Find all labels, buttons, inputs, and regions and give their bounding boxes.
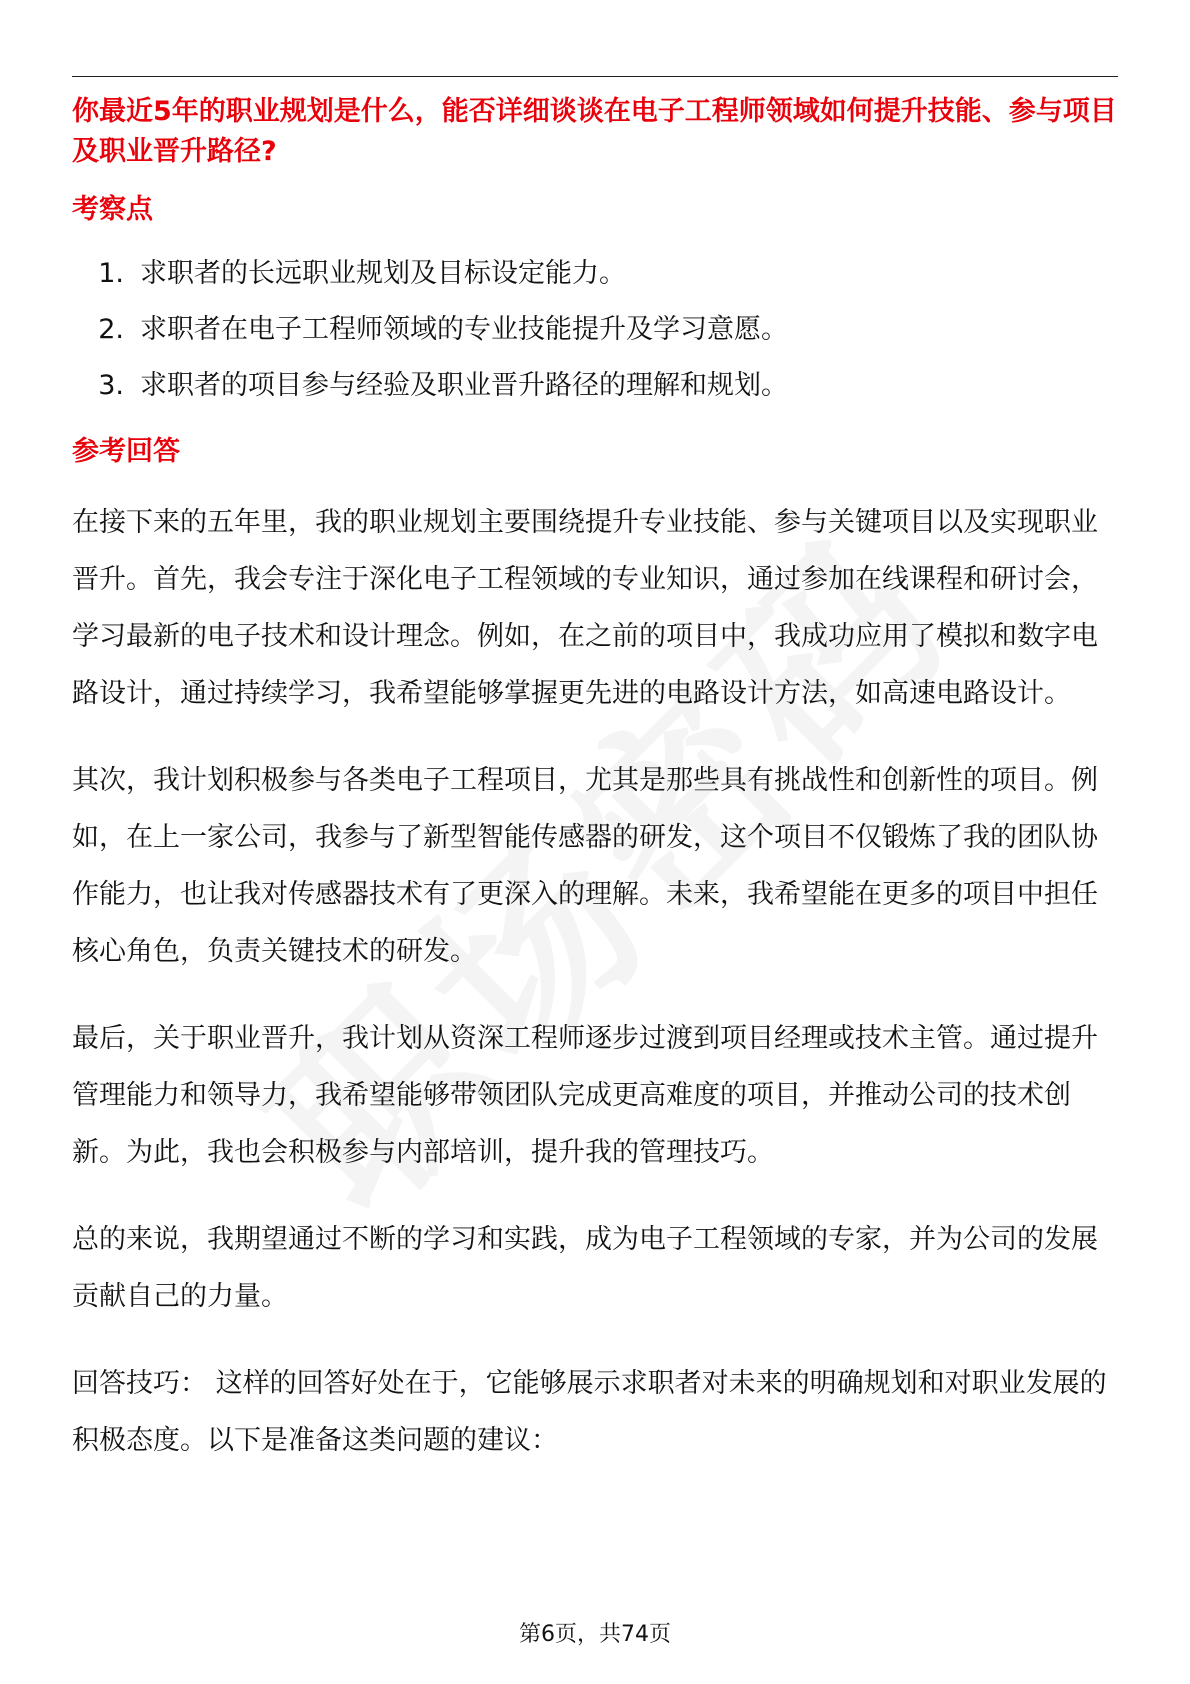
answer-paragraph: 其次，我计划积极参与各类电子工程项目，尤其是那些具有挑战性和创新性的项目。例如，在上一家公司，我参与了新型智能传感器的研发，这个项目不仅锻炼了我的团队协作能力，也让我对传感器技术有了更深入的理解。未来，我希望能在更多的项目中担任核心角色，负责关键技术的研发。 bbox=[72, 765, 1098, 967]
list-item bbox=[72, 310, 1118, 350]
answer-paragraph: 最后，关于职业晋升，我计划从资深工程师逐步过渡到项目经理或技术主管。通过提升管理能力和领导力，我希望能够带领团队完成更高难度的项目，并推动公司的技术创新。为此，我也会积极参与内部培训，提升我的管理技巧。 bbox=[72, 1023, 1098, 1168]
list-item-number: 3. bbox=[98, 370, 124, 401]
list-item bbox=[72, 254, 1118, 294]
document-body bbox=[72, 92, 1118, 1469]
answer-paragraph: 总的来说，我期望通过不断的学习和实践，成为电子工程领域的专家，并为公司的发展贡献自己的力量。 bbox=[72, 1224, 1098, 1312]
points-list bbox=[72, 254, 1118, 406]
tips-paragraph: 回答技巧： 这样的回答好处在于，它能够展示求职者对未来的明确规划和对职业发展的积极态度。以下是准备这类问题的建议： bbox=[72, 1368, 1107, 1456]
list-item-number: 2. bbox=[98, 314, 124, 345]
interview-question: 你最近5年的职业规划是什么，能否详细谈谈在电子工程师领域如何提升技能、参与项目及职业晋升路径? bbox=[72, 96, 1117, 167]
list-item-number: 1. bbox=[98, 258, 124, 289]
list-item-text: 求职者的项目参与经验及职业晋升路径的理解和规划。 bbox=[140, 370, 788, 401]
list-item bbox=[72, 366, 1118, 406]
page-number: 第6页，共74页 bbox=[519, 1622, 671, 1647]
top-divider bbox=[72, 76, 1118, 77]
answer-paragraph: 在接下来的五年里，我的职业规划主要围绕提升专业技能、参与关键项目以及实现职业晋升。首先，我会专注于深化电子工程领域的专业知识，通过参加在线课程和研讨会，学习最新的电子技术和设计理念。例如，在之前的项目中，我成功应用了模拟和数字电路设计，通过持续学习，我希望能够掌握更先进的电路设计方法，如高速电路设计。 bbox=[72, 507, 1098, 709]
list-item-text: 求职者在电子工程师领域的专业技能提升及学习意愿。 bbox=[140, 314, 788, 345]
list-item-text: 求职者的长远职业规划及目标设定能力。 bbox=[140, 258, 626, 289]
points-heading: 考察点 bbox=[72, 194, 153, 225]
answer-heading: 参考回答 bbox=[72, 436, 180, 467]
